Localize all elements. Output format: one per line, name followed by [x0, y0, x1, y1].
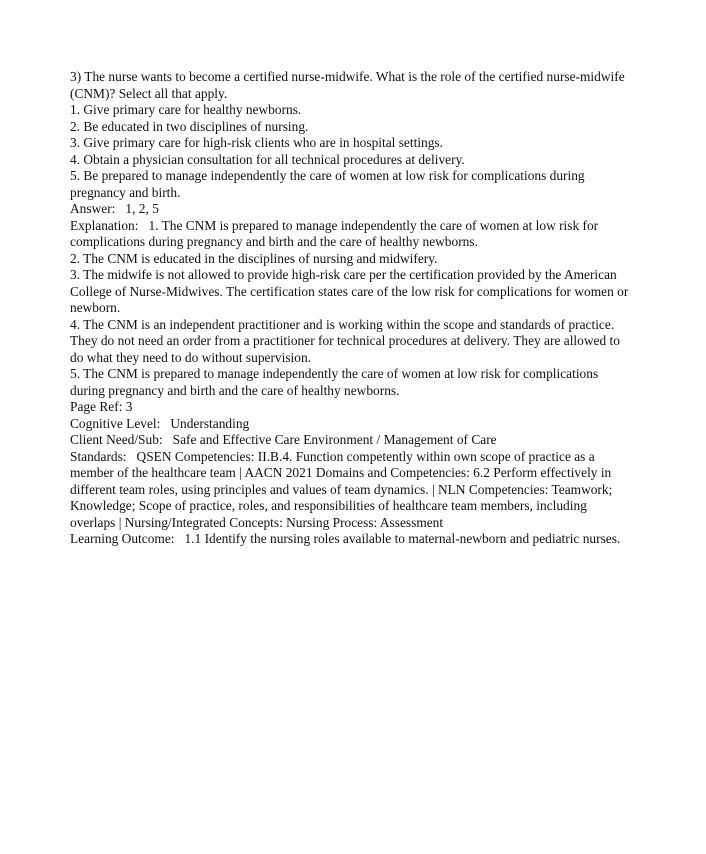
explanation-item-5: 5. The CNM is prepared to manage independently the care of women at low risk for complications during pregnancy and birth and the care of healthy newborns.	[70, 366, 599, 398]
option-4: 4. Obtain a physician consultation for all technical procedures at delivery.	[70, 151, 465, 167]
client-need-label: Client Need/Sub:	[70, 432, 163, 447]
option-3: 3. Give primary care for high-risk clients who are in hospital settings.	[70, 135, 443, 150]
answer-label: Answer:	[70, 201, 116, 216]
learning-outcome-row	[70, 531, 635, 548]
cognitive-level-value: Understanding	[170, 415, 250, 431]
standards-value: QSEN Competencies: II.B.4. Function competently within own scope of practice as a member of the healthcare team | AACN 2021 Domains and Competencies: 6.2 Perform effectively in different team roles, using principles and values of team dynamics. | NLN Competencies: Teamwork; Knowledge; Scope of practice, roles, and responsibilities of healthcare team members, including overlaps | Nursing/Integrated Concepts: Nursing Process: Assessment	[70, 448, 613, 530]
standards-label: Standards:	[70, 448, 127, 464]
answer-value: 1, 2, 5	[125, 201, 159, 216]
explanation-item-4: 4. The CNM is an independent practitioner and is working within the scope and standards of practice. They do not need an order from a practitioner for technical procedures at delivery. They are allowed to do what they need to do without supervision.	[70, 316, 620, 365]
cognitive-level-row	[70, 416, 635, 433]
learning-outcome-value: 1.1 Identify the nursing roles available to maternal-newborn and pediatric nurses.	[184, 531, 621, 546]
option-5: 5. Be prepared to manage independently the care of women at low risk for complications during pregnancy and birth.	[70, 168, 585, 200]
document-page	[70, 69, 635, 548]
explanation-row	[70, 218, 635, 251]
explanation-item-2: 2. The CNM is educated in the disciplines of nursing and midwifery.	[70, 250, 438, 266]
option-2: 2. Be educated in two disciplines of nursing.	[70, 118, 309, 134]
client-need-value: Safe and Effective Care Environment / Management of Care	[172, 432, 497, 447]
explanation-label: Explanation:	[70, 217, 139, 233]
explanation-item-3: 3. The midwife is not allowed to provide high-risk care per the certification provided by the American College of Nurse-Midwives. The certification states care of the low risk for complications for women or newborn.	[70, 267, 629, 315]
client-need-row	[70, 432, 635, 449]
standards-row	[70, 449, 635, 532]
option-1: 1. Give primary care for healthy newborns.	[70, 102, 302, 117]
answer-row	[70, 201, 635, 218]
explanation-item-1: 1. The CNM is prepared to manage independently the care of women at low risk for complications during pregnancy and birth and the care of healthy newborns.	[70, 217, 599, 249]
question-stem: 3) The nurse wants to become a certified nurse-midwife. What is the role of the certified nurse-midwife (CNM)? Select all that apply.	[70, 69, 625, 101]
cognitive-level-label: Cognitive Level:	[70, 415, 161, 431]
page-ref: Page Ref: 3	[70, 399, 133, 414]
learning-outcome-label: Learning Outcome:	[70, 531, 175, 546]
